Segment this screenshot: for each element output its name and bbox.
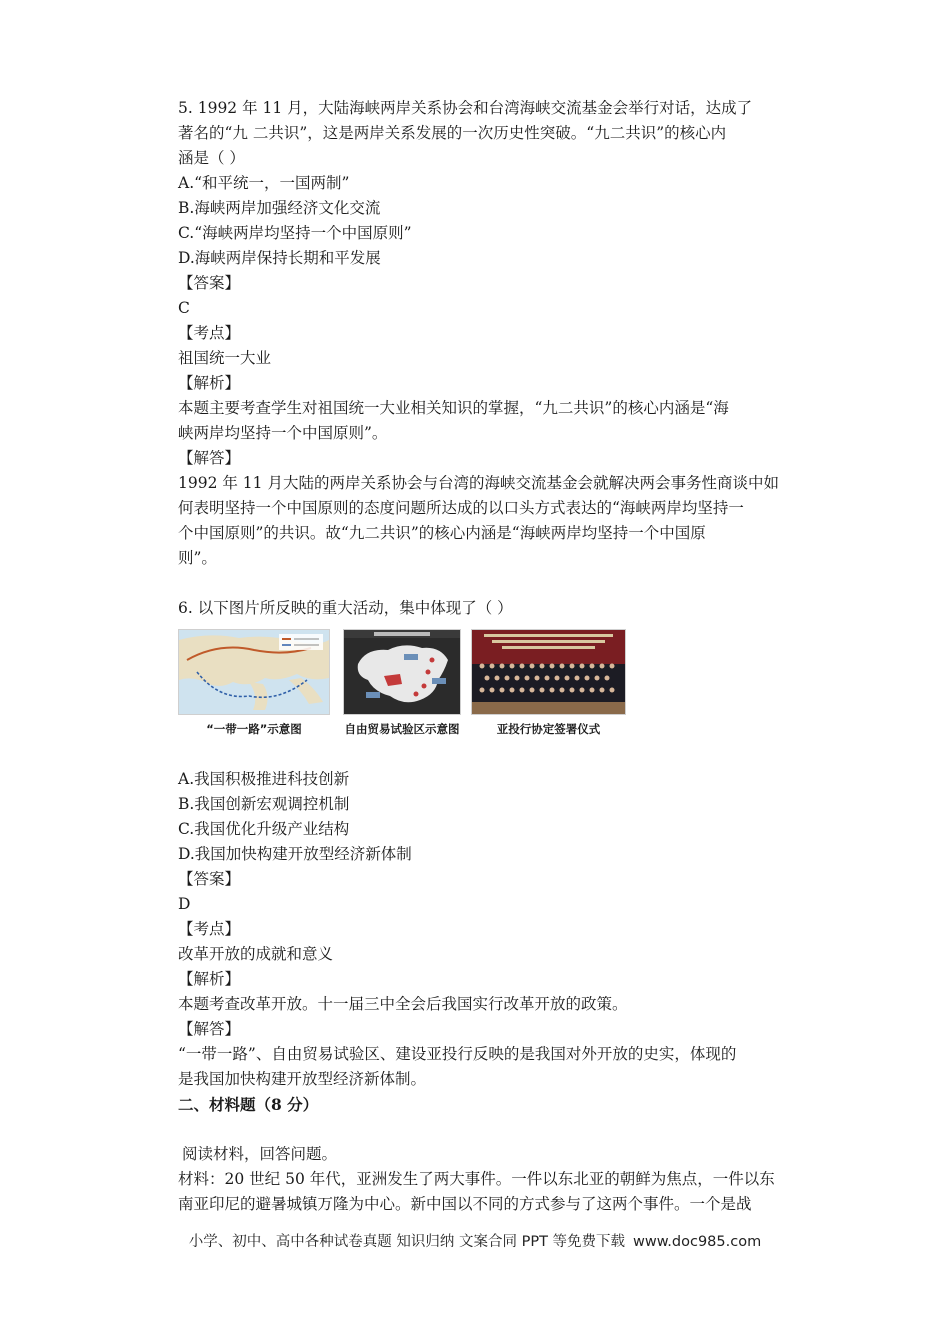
- section2-material-line1: 材料：20 世纪 50 年代，亚洲发生了两大事件。一件以东北亚的朝鲜为焦点，一件以东: [178, 1170, 775, 1188]
- section2-intro: 阅读材料，回答问题。: [182, 1145, 338, 1163]
- q5-option-b: B.海峡两岸加强经济文化交流: [178, 199, 381, 217]
- q6-answer-heading: 【答案】: [178, 870, 241, 888]
- q5-answer-heading: 【答案】: [178, 274, 241, 292]
- aiib-ceremony-photo: [471, 629, 626, 715]
- q6-analysis-heading: 【解析】: [178, 970, 241, 988]
- belt-road-map-image: [178, 629, 330, 715]
- belt-road-map-caption: “一带一路”示意图: [206, 722, 302, 736]
- section2-heading: 二、材料题（8 分）: [178, 1095, 319, 1114]
- q5-option-d: D.海峡两岸保持长期和平发展: [178, 249, 381, 267]
- q6-option-b: B.我国创新宏观调控机制: [178, 795, 350, 813]
- ftz-map-figure: [343, 629, 461, 737]
- q5-answer: C: [178, 299, 190, 317]
- q5-solution-line4: 则”。: [178, 549, 217, 567]
- q5-point: 祖国统一大业: [178, 349, 272, 367]
- q6-point: 改革开放的成就和意义: [178, 945, 334, 963]
- ftz-map-caption: 自由贸易试验区示意图: [344, 722, 460, 736]
- q5-stem-line1: 5. 1992 年 11 月，大陆海峡两岸关系协会和台湾海峡交流基金会举行对话，达成了: [178, 99, 753, 117]
- q6-answer: D: [178, 895, 191, 913]
- belt-road-map-figure: [178, 629, 330, 737]
- q5-analysis-line1: 本题主要考查学生对祖国统一大业相关知识的掌握，“九二共识”的核心内涵是“海: [178, 399, 729, 417]
- q5-solution-line2: 何表明坚持一个中国原则的态度问题所达成的以口头方式表达的“海峡两岸均坚持一: [178, 499, 744, 517]
- q5-option-a: A.“和平统一，一国两制”: [178, 174, 350, 192]
- q6-solution-heading: 【解答】: [178, 1020, 241, 1038]
- q6-solution-line1: “一带一路”、自由贸易试验区、建设亚投行反映的是我国对外开放的史实，体现的: [178, 1045, 737, 1063]
- ftz-map-image: [343, 629, 461, 715]
- document-body: [178, 96, 810, 1217]
- aiib-ceremony-figure: [471, 629, 626, 737]
- q5-option-c: C.“海峡两岸均坚持一个中国原则”: [178, 224, 412, 242]
- q5-stem-line2: 著名的“九 二共识”，这是两岸关系发展的一次历史性突破。“九二共识”的核心内: [178, 124, 727, 142]
- q6-option-d: D.我国加快构建开放型经济新体制: [178, 845, 412, 863]
- q5-analysis-line2: 峡两岸均坚持一个中国原则”。: [178, 424, 388, 442]
- q6-option-a: A.我国积极推进科技创新: [178, 770, 350, 788]
- q5-solution-line1: 1992 年 11 月大陆的两岸关系协会与台湾的海峡交流基金会就解决两会事务性商谈中如: [178, 474, 779, 492]
- aiib-ceremony-caption: 亚投行协定签署仪式: [496, 722, 601, 736]
- section2-material-line2: 南亚印尼的避暑城镇万隆为中心。新中国以不同的方式参与了这两个事件。一个是战: [178, 1195, 752, 1213]
- q6-figures: [178, 629, 810, 755]
- q6-stem: 6. 以下图片所反映的重大活动，集中体现了（ ）: [178, 599, 513, 617]
- footer-url[interactable]: www.doc985.com: [633, 1234, 762, 1250]
- q5-point-heading: 【考点】: [178, 324, 241, 342]
- footer-text: 小学、初中、高中各种试卷真题 知识归纳 文案合同 PPT 等免费下载: [188, 1234, 626, 1250]
- q5-solution-line3: 个中国原则”的共识。故“九二共识”的核心内涵是“海峡两岸均坚持一个中国原: [178, 524, 706, 542]
- page-footer: [0, 1230, 950, 1251]
- q6-option-c: C.我国优化升级产业结构: [178, 820, 350, 838]
- q5-analysis-heading: 【解析】: [178, 374, 241, 392]
- q5-solution-heading: 【解答】: [178, 449, 241, 467]
- q6-analysis: 本题考查改革开放。十一届三中全会后我国实行改革开放的政策。: [178, 995, 628, 1013]
- q5-stem-line3: 涵是（ ）: [178, 149, 245, 167]
- q6-point-heading: 【考点】: [178, 920, 241, 938]
- q6-solution-line2: 是我国加快构建开放型经济新体制。: [178, 1070, 427, 1088]
